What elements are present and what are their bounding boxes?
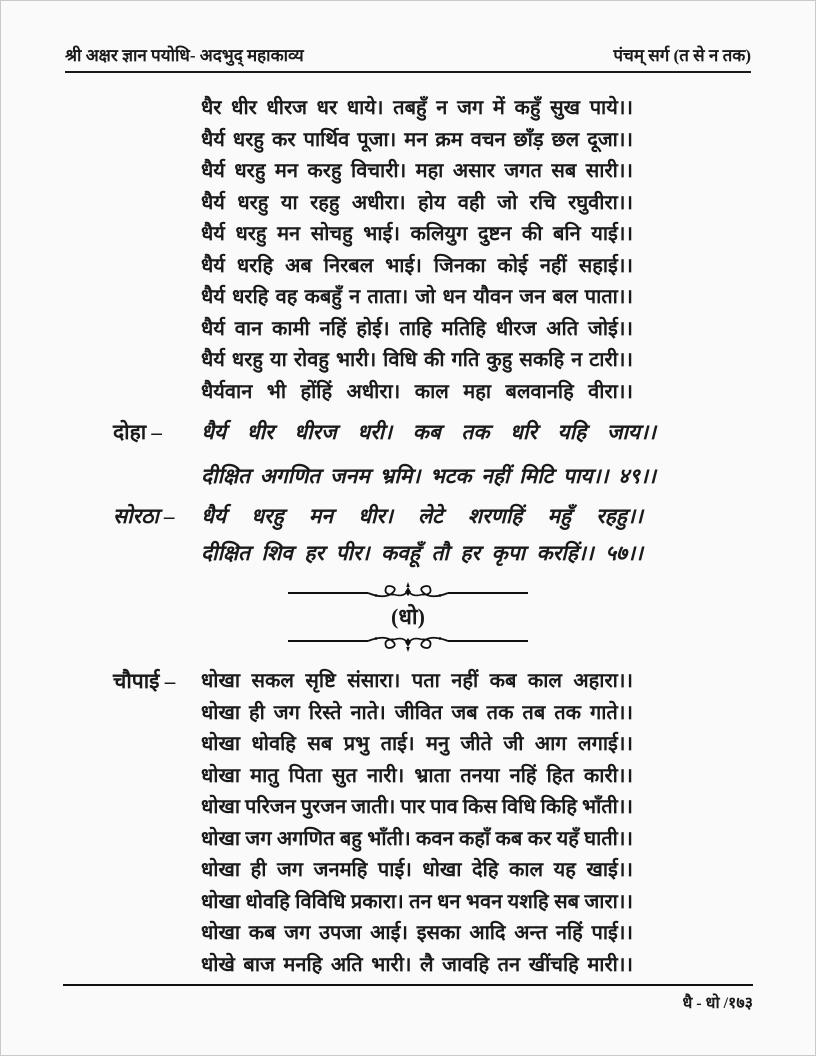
chaupai-section (113, 666, 751, 981)
verse-line: धैर्यवान भी होंहिं अधीरा। काल महा बलवानहि वीरा।। (201, 380, 633, 403)
verse-line: धैर्य धरहु मन सोचहु भाई। कलियुग दुष्टन की बनि याई।। (201, 223, 633, 245)
doha-verses (201, 410, 656, 498)
page-number: धै - धो /१७३ (682, 995, 753, 1012)
verse-line: धैर्य धरहु या रोवहु भारी। विधि की गति कुहु सकहि न टारी।। (201, 349, 633, 371)
verse-block-dhai (201, 93, 633, 408)
chaupai-label: चौपाई – (113, 669, 176, 693)
doha-label: दोहा – (113, 420, 162, 444)
doha-section (113, 410, 751, 498)
verse-line: धैर्य धीर धीरज धरी। कब तक धरि यहि जाय।। (201, 420, 656, 444)
verse-line: धैर्य धरहि वह कबहुँ न ताता। जो धन यौवन जन बल पाता।। (201, 286, 633, 308)
verse-line: धोखा मातु पिता सुत नारी। भ्राता तनया नहिं हित कारी।। (201, 764, 633, 787)
verse-line: धोखा सकल सृष्टि संसारा। पता नहीं कब काल अहारा।। (201, 670, 633, 692)
header-chapter-title: पंचम् सर्ग (त से न तक) (613, 46, 751, 65)
verse-line: धैर्य धरहु मन धीर। लेटे शरणहिं महुँ रहहु।। (201, 504, 643, 528)
verse-line: धैर्य धरहि अब निरबल भाई। जिनका कोई नहीं सहाई।। (201, 254, 633, 277)
verse-line: धोखा जग अगणित बहु भाँती। कवन कहाँ कब कर यहँ घाती।। (201, 827, 633, 850)
chaupai-verses (201, 666, 633, 981)
verse-line: धोखा ही जग जनमहि पाई। धोखा देहि काल यह खाई।। (201, 859, 633, 881)
verse-line: दीक्षित शिव हर पीर। कवहूँ तौ हर कृपा करहिं।। ५७।। (201, 541, 643, 565)
verse-line: धैर्य धरहु मन करहु विचारी। महा असार जगत सब सारी।। (201, 160, 633, 182)
verse-line: धैर्य वान कामी नहिं होई। ताहि मतिहि धीरज अति जोई।। (201, 317, 633, 340)
verse-line: धोखा परिजन पुरजन जाती। पार पाव किस विधि किहि भाँती।। (201, 796, 633, 818)
soratha-section (113, 498, 751, 572)
soratha-label: सोरठा – (113, 504, 175, 528)
verse-line: धैर्य धरहु कर पार्थिव पूजा। मन क्रम वचन छाँड़ छल दूजा।। (201, 128, 633, 151)
verse-line: धोखा कब जग उपजा आई। इसका आदि अन्त नहिं पाई।। (201, 922, 633, 944)
verse-line: धैर्य धरहु या रहहु अधीरा। होय वही जो रचि रघुवीरा।। (201, 191, 633, 214)
ornament-flourish-icon (283, 632, 533, 652)
page-header (65, 43, 751, 73)
ornament-flourish-icon (283, 582, 533, 602)
section-letter-heading: (धो) (391, 604, 425, 629)
verse-line: धैर धीर धीरज धर धाये। तबहुँ न जग में कहुँ सुख पाये।। (201, 97, 633, 119)
verse-line: दीक्षित अगणित जनम भ्रमि। भटक नहीं मिटि पाय।। ४९।। (201, 464, 656, 488)
section-divider (283, 582, 533, 652)
verse-line: धोखा धोवहि विविधि प्रकारा। तन धन भवन यशहि सब जारा।। (201, 890, 633, 913)
header-book-title: श्री अक्षर ज्ञान पयोधि- अदभुद् महाकाव्य (65, 46, 304, 65)
page-body (65, 85, 751, 981)
soratha-verses (201, 498, 643, 572)
page-footer (63, 984, 753, 1013)
verse-line: धोखा ही जग रिस्ते नाते। जीवित जब तक तब तक गाते।। (201, 701, 633, 724)
verse-line: धोखे बाज मनहि अति भारी। लै जावहि तन खींचहि मारी।। (201, 953, 633, 976)
verse-line: धोखा धोवहि सब प्रभु ताई। मनु जीते जी आग लगाई।। (201, 733, 633, 755)
